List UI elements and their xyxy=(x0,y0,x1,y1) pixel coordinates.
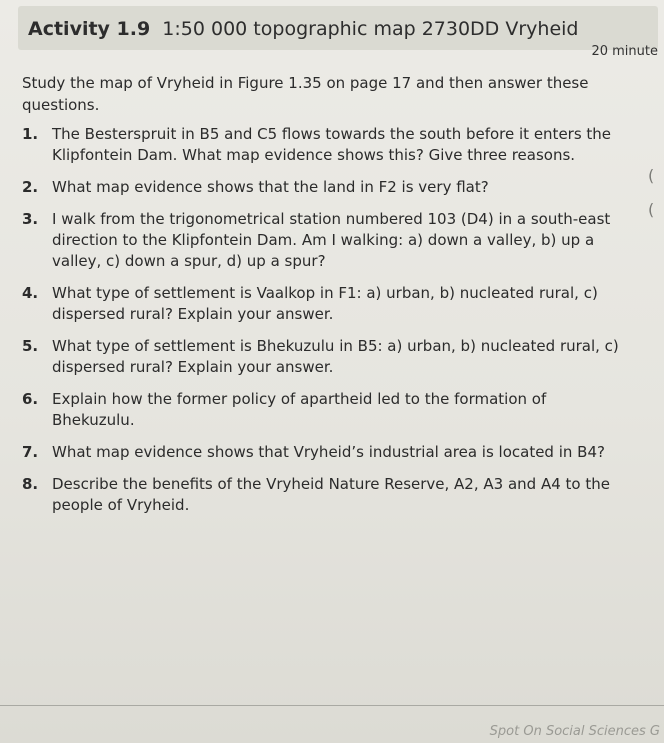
question-number: 1. xyxy=(22,125,39,143)
question-text: I walk from the trigonometrical station numbered 103 (D4) in a south-east direction to the Klipfontein Dam. Am I walking: a) down a valley, b) up a valley, c) down a spur, d) up a spur? xyxy=(52,210,611,270)
question-item xyxy=(22,474,632,516)
question-text: What type of settlement is Vaalkop in F1: a) urban, b) nucleated rural, c) dispersed rural? Explain your answer. xyxy=(52,284,598,323)
question-number: 5. xyxy=(22,337,39,355)
question-text: What map evidence shows that the land in F2 is very flat? xyxy=(52,178,489,196)
activity-duration: 20 minute xyxy=(591,44,658,59)
question-number: 7. xyxy=(22,443,39,461)
question-list xyxy=(22,124,632,527)
question-item xyxy=(22,442,632,463)
footer-brand: Spot On Social Sciences G xyxy=(489,724,660,739)
question-text: What map evidence shows that Vryheid’s industrial area is located in B4? xyxy=(52,443,605,461)
question-text: The Besterspruit in B5 and C5 flows towards the south before it enters the Klipfontein Dam. What map evidence shows this? Give three reasons. xyxy=(52,125,612,164)
question-item xyxy=(22,177,632,198)
question-text: What type of settlement is Bhekuzulu in B5: a) urban, b) nucleated rural, c) dispersed rural? Explain your answer. xyxy=(52,337,619,376)
question-text: Explain how the former policy of apartheid led to the formation of Bhekuzulu. xyxy=(52,390,547,429)
page-divider xyxy=(0,705,664,706)
question-text: Describe the benefits of the Vryheid Nature Reserve, A2, A3 and A4 to the people of Vryheid. xyxy=(52,475,610,514)
question-number: 3. xyxy=(22,210,39,228)
question-item xyxy=(22,336,632,378)
map-title: 1:50 000 topographic map 2730DD Vryheid xyxy=(162,18,579,40)
question-number: 2. xyxy=(22,178,39,196)
margin-bracket-mark: ( xyxy=(648,200,655,219)
question-item xyxy=(22,283,632,325)
question-number: 4. xyxy=(22,284,39,302)
instructions-text: Study the map of Vryheid in Figure 1.35 on page 17 and then answer these questions. xyxy=(22,74,589,114)
question-number: 6. xyxy=(22,390,39,408)
question-number: 8. xyxy=(22,475,39,493)
question-item xyxy=(22,124,632,166)
activity-title xyxy=(28,18,578,40)
margin-bracket-mark: ( xyxy=(648,166,655,185)
question-item xyxy=(22,389,632,431)
question-item xyxy=(22,209,632,272)
activity-label: Activity 1.9 xyxy=(28,18,151,40)
